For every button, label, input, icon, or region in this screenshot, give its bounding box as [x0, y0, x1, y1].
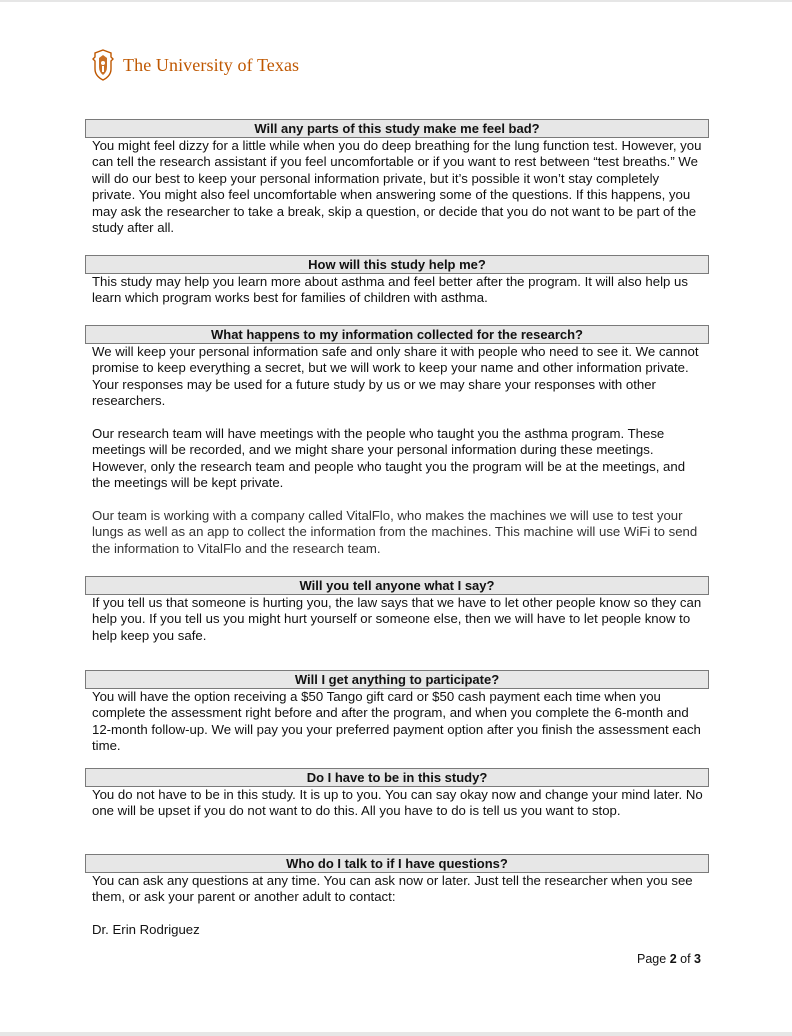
section-heading: How will this study help me? [85, 255, 709, 274]
section-heading: Will you tell anyone what I say? [85, 576, 709, 595]
section-heading: What happens to my information collected for the research? [85, 325, 709, 344]
of-word: of [680, 952, 691, 966]
logo-wordmark: The University of Texas [123, 54, 300, 75]
section-body [85, 787, 709, 820]
section-help-me [85, 255, 709, 307]
paragraph: Our research team will have meetings with the people who taught you the asthma program. These meetings will be recorded, and we might share your personal information during these meetings. However, only the research team and people who taught you the program will be at the meetings, and the meetings will be kept private. [92, 426, 686, 491]
ut-seal-icon [91, 49, 115, 81]
section-heading: Who do I talk to if I have questions? [85, 854, 709, 873]
section-have-to [85, 768, 709, 820]
section-information [85, 325, 709, 557]
section-body [85, 274, 709, 307]
section-body [85, 138, 709, 236]
bottom-edge [0, 1032, 792, 1036]
section-body [85, 344, 709, 557]
page-number [637, 952, 701, 966]
university-logo [91, 49, 299, 81]
paragraph: We will keep your personal information safe and only share it with people who need to see it. We cannot promise to keep everything a secret, but we will work to keep your name and other information private. Your responses may be used for a future study by us or we may share your responses with other researchers. [92, 344, 699, 409]
current-page: 2 [669, 952, 677, 966]
section-heading: Do I have to be in this study? [85, 768, 709, 787]
section-body [85, 689, 709, 755]
paragraph: If you tell us that someone is hurting you, the law says that we have to let other people know so they can help you. If you tell us you might hurt yourself or someone else, then we will have to let people know to help keep you safe. [92, 595, 702, 643]
section-feel-bad [85, 119, 709, 236]
paragraph: You can ask any questions at any time. You can ask now or later. Just tell the researcher when you see them, or ask your parent or another adult to contact: [92, 873, 693, 905]
section-body [85, 873, 709, 939]
total-pages: 3 [694, 952, 701, 966]
paragraph: You will have the option receiving a $50 Tango gift card or $50 cash payment each time when you complete the assessment right before and after the program, and when you complete the 6-month and 12-month follow-up. We will pay you your preferred payment option after you finish the assessment each time. [92, 689, 701, 754]
section-tell-anyone [85, 576, 709, 644]
section-participate [85, 670, 709, 755]
section-questions [85, 854, 709, 939]
paragraph: Our team is working with a company called VitalFlo, who makes the machines we will use to test your lungs as well as an app to collect the information from the machines. This machine will use WiFi to send the information to VitalFlo and the research team. [92, 508, 698, 556]
paragraph: This study may help you learn more about asthma and feel better after the program. It will also help us learn which program works best for families of children with asthma. [92, 274, 688, 306]
section-heading: Will I get anything to participate? [85, 670, 709, 689]
paragraph: You do not have to be in this study. It is up to you. You can say okay now and change your mind later. No one will be upset if you do not want to do this. All you have to do is tell us you want to stop. [92, 787, 703, 819]
top-edge [0, 0, 792, 2]
contact-name: Dr. Erin Rodriguez [92, 922, 200, 938]
page-word: Page [637, 952, 667, 966]
section-body [85, 595, 709, 644]
section-heading: Will any parts of this study make me feel bad? [85, 119, 709, 138]
paragraph: You might feel dizzy for a little while when you do deep breathing for the lung function test. However, you can tell the research assistant if you feel uncomfortable or if you want to rest between “test breaths.” We will do our best to keep your personal information private, but it’s possible it won’t stay completely private. You might also feel uncomfortable when answering some of the questions. If this happens, you may ask the researcher to take a break, skip a question, or decide that you do not want to be part of the study after all. [92, 138, 702, 236]
